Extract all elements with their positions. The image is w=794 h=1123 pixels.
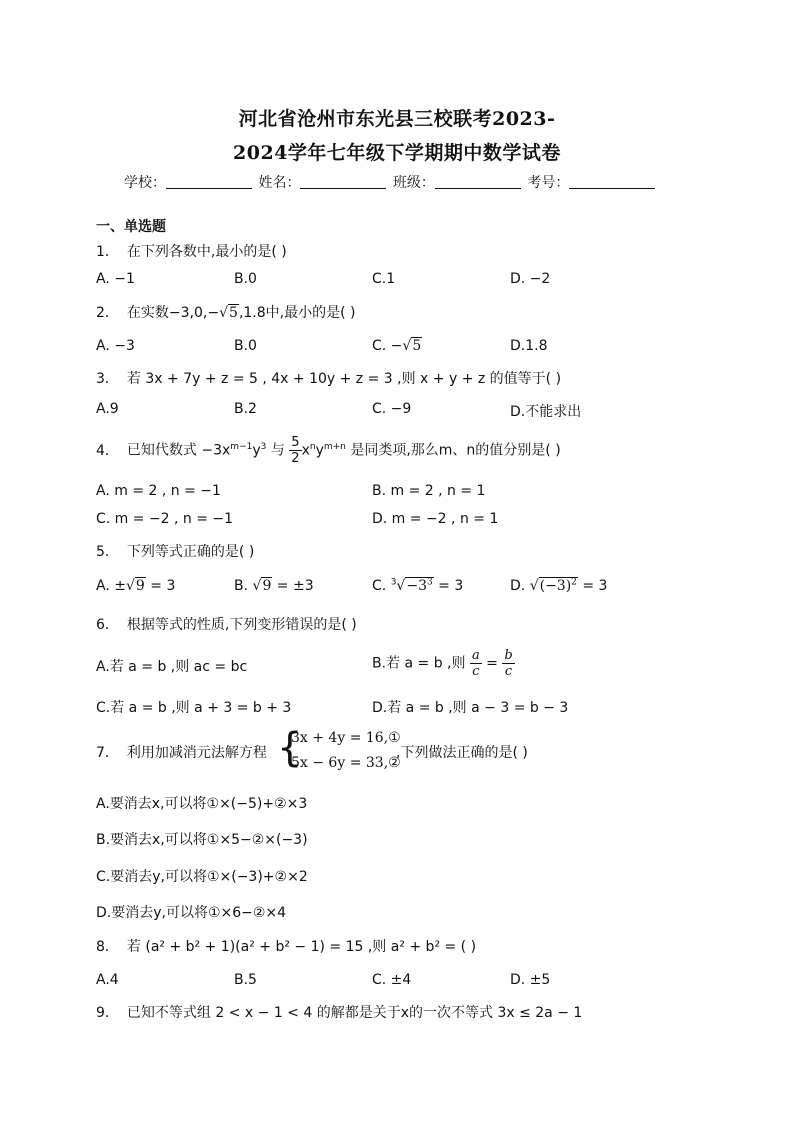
sqrt-symbol: √5 bbox=[402, 338, 422, 354]
q5-option-d[interactable]: D. $√(-3)^2 = 3$ bbox=[510, 577, 608, 594]
name-blank[interactable] bbox=[300, 173, 386, 189]
question-number: 7． bbox=[96, 745, 119, 761]
system-brace: { bbox=[277, 725, 303, 771]
q6-option-a[interactable]: A.若 a = b ,则 ac = bc bbox=[96, 659, 248, 675]
question-6 bbox=[96, 614, 357, 634]
question-4: 4． 已知代数式 $-3x^{m-1}y^3$ 与 $\frac{5}{2}$ $x^ny^{m+n}$ 是同类项,那么m、n的值分别是( ) bbox=[96, 435, 561, 466]
question-text: 根据等式的性质,下列变形错误的是( ) bbox=[126, 617, 357, 633]
section-heading: 一、单选题 bbox=[96, 219, 166, 235]
q3-option-d[interactable]: D.不能求出 bbox=[510, 404, 582, 420]
question-number: 6． bbox=[96, 617, 119, 633]
class-blank[interactable] bbox=[435, 173, 521, 189]
q4-option-a[interactable]: A. m = 2 , n = −1 bbox=[96, 483, 221, 499]
sqrt-symbol: √9 bbox=[125, 578, 145, 594]
question-text: 下列等式正确的是( ) bbox=[126, 544, 255, 560]
q1-option-b[interactable]: B.0 bbox=[234, 271, 257, 287]
question-text: 若 (a² + b² + 1)(a² + b² − 1) = 15 ,则 a² + b² = ( ) bbox=[126, 939, 477, 955]
question-number: 2． bbox=[96, 305, 119, 321]
question-text: 在下列各数中,最小的是( ) bbox=[126, 244, 287, 260]
question-number: 3． bbox=[96, 371, 119, 387]
q2-option-a[interactable]: A. −3 bbox=[96, 338, 135, 354]
q1-option-d[interactable]: D. −2 bbox=[510, 271, 551, 287]
name-label: 姓名： bbox=[258, 175, 301, 191]
q6-option-b[interactable]: B.若 a = b ,则 $\frac{a}{c}$ = $\frac{b}{c}$ bbox=[372, 648, 513, 679]
question-2 bbox=[96, 302, 356, 322]
question-1 bbox=[96, 241, 287, 261]
exam-title-line2: 2024学年七年级下学期期中数学试卷 bbox=[233, 142, 561, 164]
question-text: 已知不等式组 2 < x − 1 < 4 的解都是关于x的一次不等式 3x ≤ 2a − 1 bbox=[126, 1005, 583, 1021]
question-5 bbox=[96, 541, 254, 561]
q7-option-a[interactable]: A.要消去x,可以将①×(−5)+②×3 bbox=[96, 796, 308, 812]
q6-option-d[interactable]: D.若 a = b ,则 a − 3 = b − 3 bbox=[372, 700, 569, 716]
q6-option-c[interactable]: C.若 a = b ,则 a + 3 = b + 3 bbox=[96, 700, 292, 716]
q8-option-c[interactable]: C. ±4 bbox=[372, 972, 412, 988]
fraction: $\frac{a}{c}$ bbox=[471, 648, 480, 679]
q8-option-b[interactable]: B.5 bbox=[234, 972, 257, 988]
q5-option-a[interactable]: A. ±√9 = 3 bbox=[96, 578, 176, 594]
number-label: 考号： bbox=[527, 175, 570, 191]
q3-option-a[interactable]: A.9 bbox=[96, 401, 119, 417]
fraction: $\frac{5}{2}$ bbox=[291, 435, 300, 466]
q7-option-b[interactable]: B.要消去x,可以将①×5−②×(−3) bbox=[96, 832, 308, 848]
q5-option-b[interactable]: B. √9 = ±3 bbox=[234, 578, 314, 594]
q4-option-b[interactable]: B. m = 2 , n = 1 bbox=[372, 483, 486, 499]
exam-title-line1: 河北省沧州市东光县三校联考2023- bbox=[238, 108, 556, 130]
q2-option-b[interactable]: B.0 bbox=[234, 338, 257, 354]
system-equation-1: 3x + 4y = 16,① bbox=[291, 730, 401, 746]
system-equation-2: 5x − 6y = 33,② bbox=[291, 755, 401, 771]
school-label: 学校： bbox=[124, 175, 166, 191]
q4-option-c[interactable]: C. m = −2 , n = −1 bbox=[96, 511, 234, 527]
q7-option-d[interactable]: D.要消去y,可以将①×6−②×4 bbox=[96, 905, 287, 921]
sqrt-symbol: $√(-3)^2$ bbox=[529, 577, 577, 594]
question-text-pre: 在实数−3,0,− bbox=[126, 305, 220, 321]
sqrt-symbol: √9 bbox=[252, 578, 272, 594]
question-text-post: ,1.8中,最小的是( ) bbox=[238, 305, 356, 321]
question-number: 1． bbox=[96, 244, 119, 260]
student-info-row bbox=[124, 172, 657, 192]
question-text: 若 3x + 7y + z = 5 , 4x + 10y + z = 3 ,则 x + y + z 的值等于( ) bbox=[126, 371, 562, 387]
question-7-post: ,下列做法正确的是( ) bbox=[396, 745, 528, 761]
class-label: 班级： bbox=[392, 175, 435, 191]
cube-root-symbol: $√-3^3$ bbox=[396, 577, 433, 594]
q1-option-c[interactable]: C.1 bbox=[372, 271, 396, 287]
school-blank[interactable] bbox=[166, 173, 252, 189]
q8-option-a[interactable]: A.4 bbox=[96, 972, 119, 988]
q2-option-d[interactable]: D.1.8 bbox=[510, 338, 548, 354]
q1-option-a[interactable]: A. −1 bbox=[96, 271, 135, 287]
fraction: $\frac{b}{c}$ bbox=[504, 648, 513, 679]
sqrt-symbol: √5 bbox=[219, 305, 238, 321]
q8-option-d[interactable]: D. ±5 bbox=[510, 972, 551, 988]
q3-option-c[interactable]: C. −9 bbox=[372, 401, 412, 417]
question-number: 9． bbox=[96, 1005, 119, 1021]
q2-option-c[interactable]: C. −√5 bbox=[372, 338, 422, 354]
question-number: 5． bbox=[96, 544, 119, 560]
question-9 bbox=[96, 1002, 582, 1022]
question-3 bbox=[96, 368, 561, 388]
q5-option-c[interactable]: C. $^3√-3^3 = 3$ bbox=[372, 577, 464, 594]
q4-option-d[interactable]: D. m = −2 , n = 1 bbox=[372, 511, 499, 527]
q3-option-b[interactable]: B.2 bbox=[234, 401, 257, 417]
question-number: 8． bbox=[96, 939, 119, 955]
question-7: 7． 利用加减消元法解方程 bbox=[96, 745, 267, 761]
number-blank[interactable] bbox=[569, 173, 655, 189]
q7-option-c[interactable]: C.要消去y,可以将①×(−3)+②×2 bbox=[96, 869, 308, 885]
question-8 bbox=[96, 936, 476, 956]
question-number: 4． bbox=[96, 442, 119, 459]
